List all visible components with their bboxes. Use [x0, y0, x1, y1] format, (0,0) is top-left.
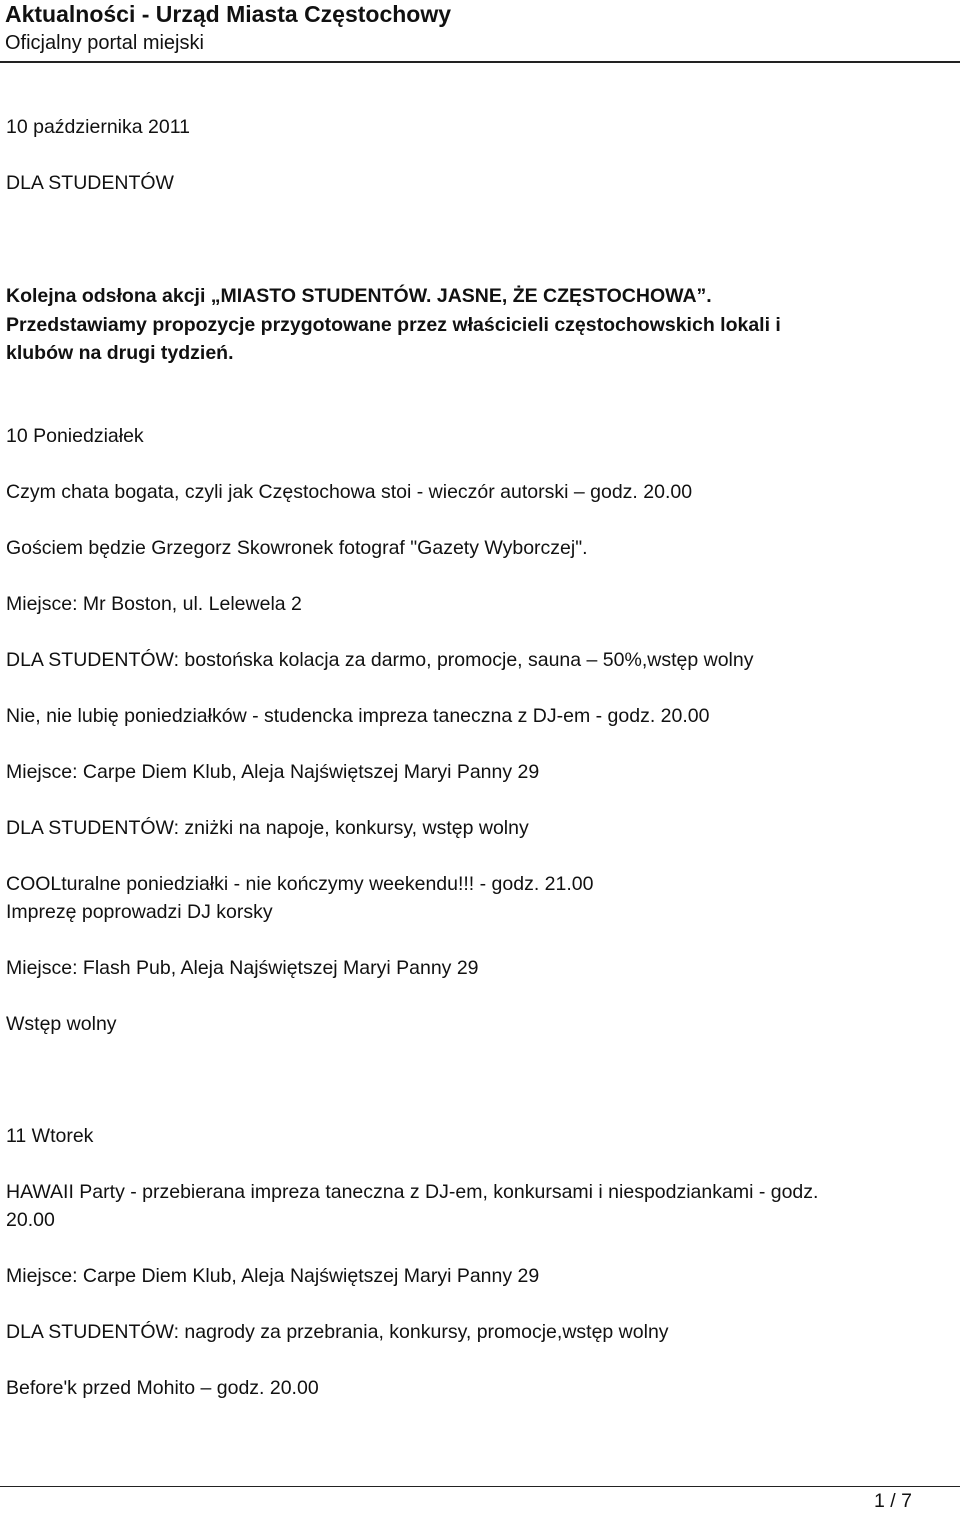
site-title: Aktualności - Urząd Miasta Częstochowy	[5, 1, 452, 27]
event-title: Before'k przed Mohito – godz. 20.00	[6, 1377, 319, 1399]
event-title-continued: 20.00	[6, 1209, 55, 1231]
site-subtitle: Oficjalny portal miejski	[5, 32, 204, 54]
intro-line: klubów na drugi tydzień.	[6, 342, 234, 364]
article-category: DLA STUDENTÓW	[6, 172, 174, 194]
event-location: Miejsce: Flash Pub, Aleja Najświętszej Maryi Panny 29	[6, 957, 479, 979]
event-student-offer: DLA STUDENTÓW: nagrody za przebrania, konkursy, promocje,wstęp wolny	[6, 1321, 669, 1343]
event-detail: Imprezę poprowadzi DJ korsky	[6, 901, 273, 923]
day-heading: 10 Poniedziałek	[6, 425, 144, 447]
event-location: Miejsce: Carpe Diem Klub, Aleja Najświętszej Maryi Panny 29	[6, 1265, 540, 1287]
event-title: Czym chata bogata, czyli jak Częstochowa stoi - wieczór autorski – godz. 20.00	[6, 481, 693, 503]
event-detail: Wstęp wolny	[6, 1013, 117, 1035]
event-title: COOLturalne poniedziałki - nie kończymy weekendu!!! - godz. 21.00	[6, 873, 594, 895]
intro-line: Przedstawiamy propozycje przygotowane przez właścicieli częstochowskich lokali i	[6, 314, 781, 336]
day-heading: 11 Wtorek	[6, 1125, 94, 1147]
event-location: Miejsce: Carpe Diem Klub, Aleja Najświętszej Maryi Panny 29	[6, 761, 540, 783]
page-number: 1 / 7	[874, 1490, 912, 1512]
event-location: Miejsce: Mr Boston, ul. Lelewela 2	[6, 593, 302, 615]
footer-divider	[0, 1486, 960, 1487]
event-title: Nie, nie lubię poniedziałków - studencka impreza taneczna z DJ-em - godz. 20.00	[6, 705, 710, 727]
header-divider	[0, 61, 960, 63]
event-title: HAWAII Party - przebierana impreza taneczna z DJ-em, konkursami i niespodziankami - godz.	[6, 1181, 819, 1203]
event-student-offer: DLA STUDENTÓW: zniżki na napoje, konkursy, wstęp wolny	[6, 817, 529, 839]
article-date: 10 października 2011	[6, 116, 190, 138]
intro-line: Kolejna odsłona akcji „MIASTO STUDENTÓW. JASNE, ŻE CZĘSTOCHOWA”.	[6, 285, 712, 307]
event-detail: Gościem będzie Grzegorz Skowronek fotograf "Gazety Wyborczej".	[6, 537, 588, 559]
event-student-offer: DLA STUDENTÓW: bostońska kolacja za darmo, promocje, sauna – 50%,wstęp wolny	[6, 649, 754, 671]
